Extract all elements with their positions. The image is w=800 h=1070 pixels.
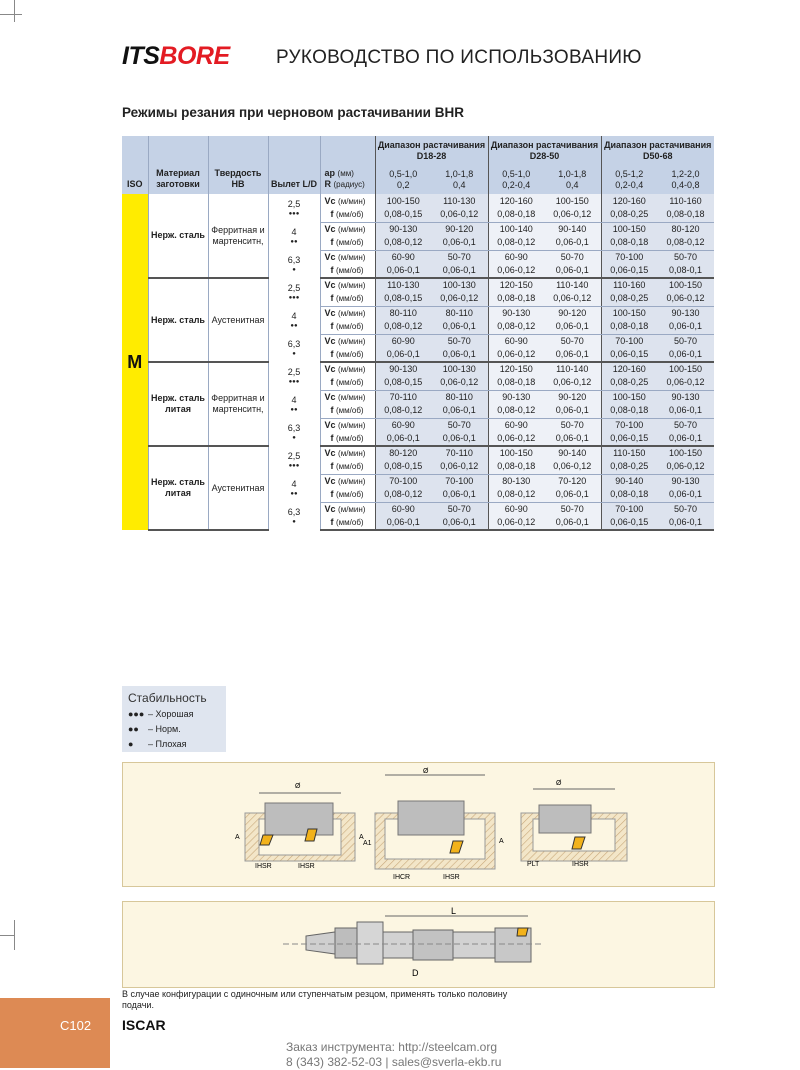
stability-dots: ●● — [290, 490, 298, 497]
col-header-overhang: Вылет L/D — [268, 136, 320, 194]
cell-value: 0,06-0,12 — [544, 292, 601, 306]
hardness-cell: Аустенитная — [208, 278, 268, 362]
cell-value: 0,06-0,1 — [375, 348, 431, 362]
cell-value: 0,06-0,12 — [431, 292, 488, 306]
cell-value: 0,08-0,18 — [601, 488, 657, 502]
ap-r-value: 0,5-1,2 0,2-0,4 — [601, 166, 657, 194]
svg-text:IHSR: IHSR — [298, 863, 315, 870]
overhang-cell: 2,5 ●●● — [268, 446, 320, 474]
svg-text:IHSR: IHSR — [255, 863, 272, 870]
col-header-hardness: Твердость HB — [208, 136, 268, 194]
page-tab — [0, 998, 110, 1068]
legend-item-poor: ● – Плохая — [128, 739, 187, 749]
config-single-cutter — [235, 783, 364, 870]
svg-text:Ø: Ø — [556, 780, 562, 787]
boring-configurations-panel — [122, 762, 715, 887]
cell-value: 0,06-0,1 — [544, 320, 601, 334]
cell-value: 0,08-0,18 — [488, 208, 544, 222]
stability-dots: ●●● — [288, 462, 300, 469]
cell-value: 60-90 — [488, 334, 544, 348]
vc-label: Vc (м/мин) — [320, 446, 375, 460]
stability-dots: ●● — [290, 406, 298, 413]
cell-value: 90-130 — [375, 222, 431, 236]
legend-item-normal: ●● – Норм. — [128, 724, 181, 734]
svg-text:IHCR: IHCR — [393, 874, 411, 881]
cell-value: 0,06-0,1 — [375, 264, 431, 278]
cell-value: 80-110 — [375, 306, 431, 320]
cell-value: 0,08-0,12 — [488, 236, 544, 250]
vc-label: Vc (м/мин) — [320, 362, 375, 376]
cell-value: 50-70 — [657, 250, 714, 264]
overhang-cell: 4 ●● — [268, 222, 320, 250]
svg-text:Ø: Ø — [295, 783, 301, 790]
cell-value: 0,06-0,15 — [601, 432, 657, 446]
cell-value: 0,08-0,18 — [601, 236, 657, 250]
f-label: f (мм/об) — [320, 376, 375, 390]
cell-value: 0,06-0,1 — [431, 404, 488, 418]
cell-value: 0,06-0,1 — [431, 488, 488, 502]
cell-value: 0,06-0,1 — [431, 348, 488, 362]
vc-label: Vc (м/мин) — [320, 474, 375, 488]
overhang-cell: 4 ●● — [268, 390, 320, 418]
page-number: C102 — [60, 1018, 92, 1033]
stability-dots: ● — [292, 266, 296, 273]
cell-value: 80-130 — [488, 474, 544, 488]
overhang-cell: 6,3 ● — [268, 250, 320, 278]
table-row — [122, 446, 714, 460]
cell-value: 0,08-0,18 — [601, 320, 657, 334]
cell-value: 0,08-0,12 — [375, 320, 431, 334]
ap-r-value: 1,2-2,0 0,4-0,8 — [671, 169, 700, 190]
phone-email[interactable]: 8 (343) 382-52-03 | sales@sverla-ekb.ru — [286, 1055, 502, 1069]
ap-r-value: 0,5-1,0 0,2 — [375, 166, 431, 194]
col-header-ap-r: ap (мм) R (радиус) — [320, 136, 375, 194]
material-cell: Нерж. сталь литая — [148, 446, 208, 530]
cell-value: 70-110 — [431, 446, 488, 460]
cell-value: 120-160 — [488, 194, 544, 208]
cell-value: 110-140 — [544, 278, 601, 292]
cell-value: 50-70 — [431, 502, 488, 516]
cell-value: 100-150 — [601, 390, 657, 404]
cell-value: 0,06-0,1 — [657, 404, 714, 418]
cell-value: 0,06-0,1 — [657, 320, 714, 334]
cell-value: 60-90 — [375, 418, 431, 432]
cell-value: 0,06-0,12 — [488, 432, 544, 446]
cell-value: 0,06-0,1 — [657, 516, 714, 530]
stability-dots: ● — [292, 434, 296, 441]
vc-label: Vc (м/мин) — [320, 418, 375, 432]
col-header-iso: ISO — [122, 136, 148, 194]
iso-group-m: M — [122, 194, 148, 530]
cell-value: 90-120 — [544, 306, 601, 320]
cell-value: 70-100 — [601, 334, 657, 348]
cell-value: 60-90 — [488, 502, 544, 516]
cell-value: 0,06-0,1 — [657, 432, 714, 446]
ap-r-value: 1,0-1,8 0,4 — [558, 169, 587, 190]
cell-value: 100-150 — [657, 446, 714, 460]
cell-value: 90-140 — [601, 474, 657, 488]
cell-value: 70-100 — [375, 474, 431, 488]
feed-note: В случае конфигурации с одиночным или ступенчатым резцом, применять только половину подачи. — [122, 989, 508, 1010]
contact-info — [286, 1040, 501, 1070]
cell-value: 50-70 — [544, 334, 601, 348]
cell-value: 70-100 — [601, 502, 657, 516]
cell-value: 90-140 — [544, 446, 601, 460]
cell-value: 0,06-0,12 — [544, 376, 601, 390]
cell-value: 0,06-0,15 — [601, 516, 657, 530]
cell-value: 0,06-0,1 — [544, 236, 601, 250]
cell-value: 0,06-0,12 — [544, 460, 601, 474]
cell-value: 100-150 — [375, 194, 431, 208]
cell-value: 50-70 — [544, 418, 601, 432]
cell-value: 0,08-0,1 — [657, 264, 714, 278]
cell-value: 0,08-0,25 — [601, 460, 657, 474]
cell-value: 0,06-0,1 — [431, 432, 488, 446]
cell-value: 0,06-0,1 — [544, 432, 601, 446]
cell-value: 0,08-0,12 — [488, 320, 544, 334]
cell-value: 0,08-0,15 — [375, 460, 431, 474]
cell-value: 120-160 — [601, 194, 657, 208]
diameter-label: D — [412, 968, 419, 978]
cell-value: 90-130 — [657, 306, 714, 320]
cell-value: 110-160 — [657, 194, 714, 208]
crop-mark — [0, 14, 22, 15]
cell-value: 0,06-0,1 — [375, 516, 431, 530]
cell-value: 0,08-0,25 — [601, 376, 657, 390]
cell-value: 0,08-0,18 — [601, 404, 657, 418]
cell-value: 0,08-0,18 — [657, 208, 714, 222]
f-label: f (мм/об) — [320, 488, 375, 502]
cell-value: 100-140 — [488, 222, 544, 236]
svg-text:A1: A1 — [363, 840, 372, 847]
cell-value: 0,06-0,12 — [431, 208, 488, 222]
cell-value: 100-130 — [431, 278, 488, 292]
cell-value: 0,08-0,18 — [488, 292, 544, 306]
cell-value: 0,06-0,15 — [601, 348, 657, 362]
cell-value: 110-130 — [431, 194, 488, 208]
cell-value: 0,08-0,12 — [375, 236, 431, 250]
config-stepped-cutter — [363, 768, 504, 881]
page-header-title: РУКОВОДСТВО ПО ИСПОЛЬЗОВАНИЮ — [276, 47, 642, 68]
cell-value: 120-150 — [488, 362, 544, 376]
cell-value: 60-90 — [375, 250, 431, 264]
stability-dots: ● — [292, 518, 296, 525]
vc-label: Vc (м/мин) — [320, 390, 375, 404]
crop-mark — [14, 0, 15, 22]
order-link[interactable]: Заказ инструмента: http://steelcam.org — [286, 1040, 498, 1054]
cell-value: 0,06-0,1 — [431, 236, 488, 250]
svg-text:PLT: PLT — [527, 861, 540, 868]
cell-value: 0,08-0,12 — [488, 404, 544, 418]
overhang-cell: 2,5 ●●● — [268, 278, 320, 306]
svg-text:A: A — [359, 834, 364, 841]
boring-configurations-diagram — [123, 763, 714, 886]
cell-value: 110-160 — [601, 278, 657, 292]
overhang-cell: 2,5 ●●● — [268, 362, 320, 390]
cell-value: 0,06-0,1 — [375, 432, 431, 446]
itsbore-logo: ITSBORE — [122, 42, 230, 70]
cell-value: 90-130 — [488, 306, 544, 320]
range-header-d18-28: Диапазон растачивания D18-28 — [375, 136, 488, 166]
f-label: f (мм/об) — [320, 348, 375, 362]
cell-value: 100-130 — [431, 362, 488, 376]
f-label: f (мм/об) — [320, 432, 375, 446]
table-row — [122, 278, 714, 292]
cell-value: 60-90 — [375, 502, 431, 516]
cell-value: 60-90 — [375, 334, 431, 348]
cell-value: 100-150 — [601, 222, 657, 236]
cell-value: 50-70 — [431, 334, 488, 348]
iscar-brand: ISCAR — [122, 1017, 166, 1033]
cell-value: 0,08-0,12 — [375, 488, 431, 502]
col-header-material: Материал заготовки — [148, 136, 208, 194]
cell-value: 110-150 — [601, 446, 657, 460]
section-title: Режимы резания при черновом растачивании BHR — [122, 105, 464, 120]
cell-value: 60-90 — [488, 250, 544, 264]
cell-value: 0,06-0,12 — [544, 208, 601, 222]
cell-value: 100-150 — [544, 194, 601, 208]
bhr-tool-panel — [122, 901, 715, 988]
stability-dots: ●●● — [288, 210, 300, 217]
cell-value: 70-120 — [544, 474, 601, 488]
cell-value: 0,06-0,1 — [431, 516, 488, 530]
f-label: f (мм/об) — [320, 264, 375, 278]
cell-value: 50-70 — [657, 502, 714, 516]
material-cell: Нерж. сталь литая — [148, 362, 208, 446]
cell-value: 0,08-0,25 — [601, 292, 657, 306]
cell-value: 0,06-0,1 — [431, 320, 488, 334]
vc-label: Vc (м/мин) — [320, 278, 375, 292]
stability-dots: ●● — [290, 322, 298, 329]
stability-legend — [122, 686, 226, 752]
cell-value: 100-150 — [657, 278, 714, 292]
cell-value: 0,08-0,12 — [488, 488, 544, 502]
f-label: f (мм/об) — [320, 460, 375, 474]
cell-value: 0,08-0,15 — [375, 208, 431, 222]
cell-value: 50-70 — [544, 250, 601, 264]
cell-value: 0,08-0,18 — [488, 460, 544, 474]
stability-dots: ●●● — [288, 294, 300, 301]
table-row — [122, 362, 714, 376]
cell-value: 90-120 — [544, 390, 601, 404]
cell-value: 70-100 — [431, 474, 488, 488]
cell-value: 50-70 — [431, 418, 488, 432]
cell-value: 0,08-0,15 — [375, 376, 431, 390]
vc-label: Vc (м/мин) — [320, 250, 375, 264]
cell-value: 0,06-0,12 — [431, 460, 488, 474]
cell-value: 0,08-0,18 — [488, 376, 544, 390]
ap-r-value: 0,5-1,0 0,2-0,4 — [488, 166, 544, 194]
hardness-cell: Ферритная и мартенситн, — [208, 362, 268, 446]
cell-value: 110-140 — [544, 362, 601, 376]
cell-value: 90-130 — [375, 362, 431, 376]
cell-value: 0,06-0,1 — [431, 264, 488, 278]
cell-value: 0,06-0,1 — [544, 488, 601, 502]
cell-value: 80-110 — [431, 306, 488, 320]
cell-value: 110-130 — [375, 278, 431, 292]
cell-value: 0,06-0,1 — [544, 516, 601, 530]
crop-mark — [0, 935, 14, 936]
cutting-modes-table — [122, 136, 714, 531]
cell-value: 100-150 — [657, 362, 714, 376]
material-cell: Нерж. сталь — [148, 194, 208, 278]
vc-label: Vc (м/мин) — [320, 194, 375, 208]
legend-item-good: ●●● – Хорошая — [128, 709, 194, 719]
cell-value: 100-150 — [488, 446, 544, 460]
length-label: L — [451, 906, 457, 916]
cell-value: 0,06-0,12 — [657, 292, 714, 306]
cell-value: 0,06-0,12 — [488, 516, 544, 530]
cell-value: 50-70 — [544, 502, 601, 516]
cell-value: 70-100 — [601, 250, 657, 264]
cell-value: 0,06-0,1 — [544, 348, 601, 362]
overhang-cell: 4 ●● — [268, 306, 320, 334]
cell-value: 0,06-0,1 — [544, 264, 601, 278]
cell-value: 80-120 — [657, 222, 714, 236]
cell-value: 70-100 — [601, 418, 657, 432]
cell-value: 90-130 — [657, 474, 714, 488]
cell-value: 0,08-0,15 — [375, 292, 431, 306]
svg-text:Ø: Ø — [423, 768, 429, 775]
cell-value: 0,06-0,1 — [657, 488, 714, 502]
cell-value: 0,06-0,15 — [601, 264, 657, 278]
svg-text:A: A — [235, 834, 240, 841]
range-header-d28-50: Диапазон растачивания D28-50 — [488, 136, 601, 166]
cell-value: 50-70 — [657, 334, 714, 348]
vc-label: Vc (м/мин) — [320, 502, 375, 516]
vc-label: Vc (м/мин) — [320, 306, 375, 320]
cell-value: 0,08-0,25 — [601, 208, 657, 222]
overhang-cell: 2,5 ●●● — [268, 194, 320, 222]
vc-label: Vc (м/мин) — [320, 222, 375, 236]
cell-value: 0,06-0,12 — [431, 376, 488, 390]
cell-value: 0,06-0,12 — [657, 376, 714, 390]
vc-label: Vc (м/мин) — [320, 334, 375, 348]
cell-value: 90-120 — [431, 222, 488, 236]
svg-text:IHSR: IHSR — [572, 861, 589, 868]
hardness-cell: Аустенитная — [208, 446, 268, 530]
cell-value: 0,06-0,12 — [488, 264, 544, 278]
cell-value: 0,06-0,1 — [544, 404, 601, 418]
hardness-cell: Ферритная и мартенситн, — [208, 194, 268, 278]
svg-text:IHSR: IHSR — [443, 874, 460, 881]
range-header-d50-68: Диапазон растачивания D50-68 — [601, 136, 714, 166]
cell-value: 90-130 — [488, 390, 544, 404]
cell-value: 60-90 — [488, 418, 544, 432]
overhang-cell: 6,3 ● — [268, 502, 320, 530]
cell-value: 50-70 — [431, 250, 488, 264]
cell-value: 0,06-0,1 — [657, 348, 714, 362]
overhang-cell: 6,3 ● — [268, 418, 320, 446]
f-label: f (мм/об) — [320, 292, 375, 306]
svg-text:A: A — [499, 838, 504, 845]
legend-title: Стабильность — [128, 691, 207, 705]
material-cell: Нерж. сталь — [148, 278, 208, 362]
cell-value: 120-150 — [488, 278, 544, 292]
ap-r-value: 1,0-1,8 0,4 — [445, 169, 474, 190]
cell-value: 90-140 — [544, 222, 601, 236]
overhang-cell: 6,3 ● — [268, 334, 320, 362]
f-label: f (мм/об) — [320, 404, 375, 418]
bhr-tool-drawing — [123, 902, 714, 987]
cell-value: 50-70 — [657, 418, 714, 432]
cell-value: 120-160 — [601, 362, 657, 376]
f-label: f (мм/об) — [320, 320, 375, 334]
cell-value: 90-130 — [657, 390, 714, 404]
cell-value: 80-110 — [431, 390, 488, 404]
cell-value: 0,08-0,12 — [657, 236, 714, 250]
stability-dots: ● — [292, 350, 296, 357]
stability-dots: ●● — [290, 238, 298, 245]
crop-mark — [14, 920, 15, 950]
cell-value: 0,06-0,12 — [657, 460, 714, 474]
cell-value: 80-120 — [375, 446, 431, 460]
stability-dots: ●●● — [288, 378, 300, 385]
cell-value: 0,08-0,12 — [375, 404, 431, 418]
f-label: f (мм/об) — [320, 516, 375, 530]
table-row — [122, 194, 714, 208]
f-label: f (мм/об) — [320, 236, 375, 250]
cell-value: 0,06-0,12 — [488, 348, 544, 362]
config-pilot-cutter — [521, 780, 627, 868]
cell-value: 70-110 — [375, 390, 431, 404]
overhang-cell: 4 ●● — [268, 474, 320, 502]
cell-value: 100-150 — [601, 306, 657, 320]
f-label: f (мм/об) — [320, 208, 375, 222]
